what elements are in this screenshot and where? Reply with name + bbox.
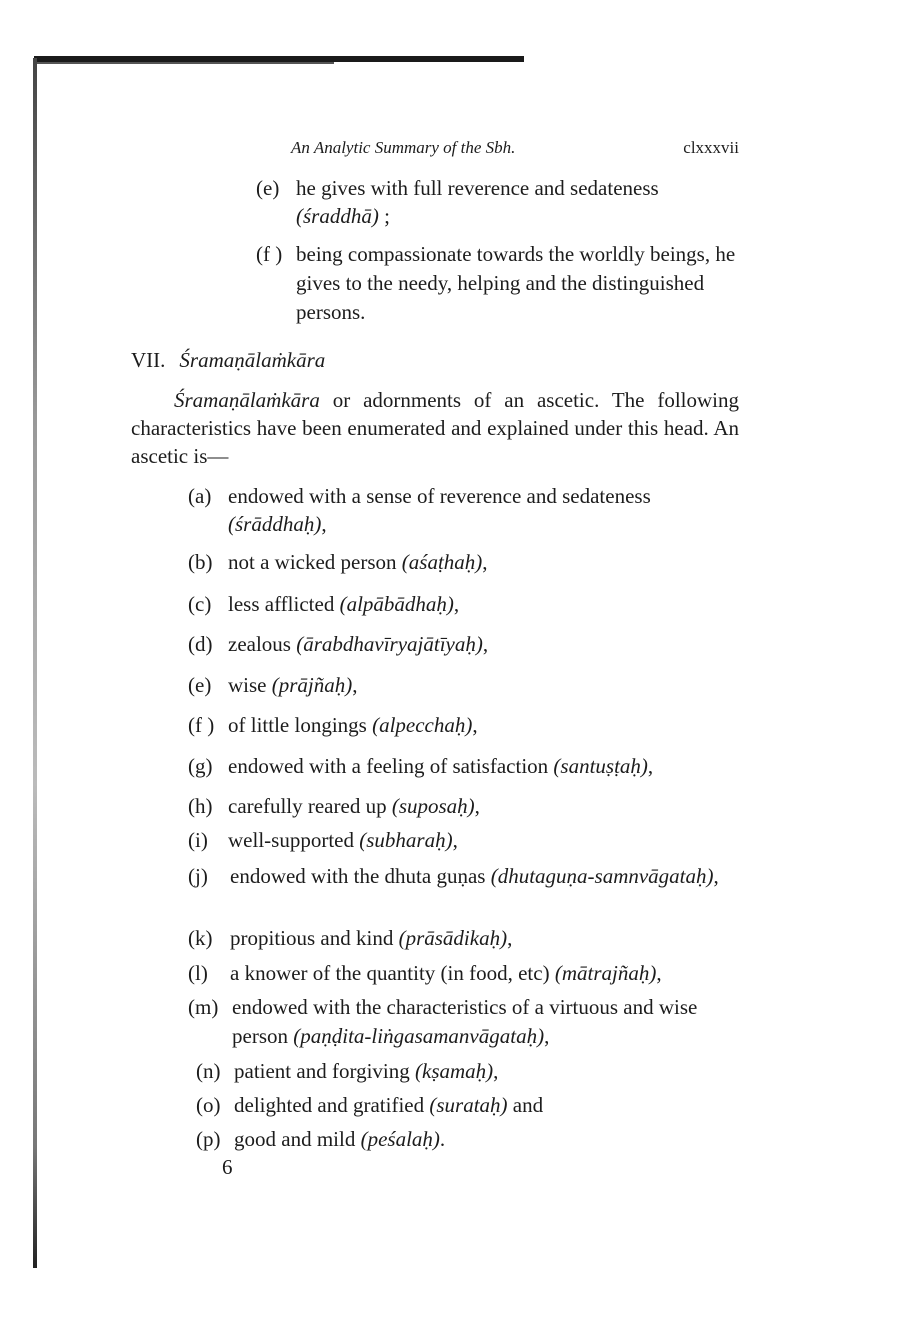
paragraph-term: Śramaṇālaṁkāra [174,388,320,412]
item-label: (l) [188,961,208,985]
item-text: being compassionate towards the worldly beings, he gives to the needy, helping and the distinguished persons. [296,242,736,324]
paragraph-text: or adornments of an ascetic. The following characteristics have been enumerated and explained under this head. An ascetic is— [131,388,739,468]
page-number: 6 [222,1155,233,1179]
list-item [188,959,753,987]
item-tail: , [472,713,478,737]
item-label: (o) [196,1093,221,1117]
list-item [188,671,740,699]
item-term: (kṣamaḥ) [415,1059,494,1083]
item-term: (suposaḥ) [391,794,475,818]
list-item [188,711,740,739]
item-term: (śraddhā) [296,204,379,228]
list-item [196,1091,748,1119]
item-label: (i) [188,828,208,852]
list-item [188,482,740,538]
item-term: (dhutaguṇa-samnvāgataḥ) [490,864,714,888]
item-label: (f ) [188,713,215,737]
item-text: zealous [228,632,297,656]
item-text: wise [228,673,272,697]
item-label: (c) [188,592,212,616]
list-item [188,862,740,891]
item-term: (santuṣṭaḥ) [553,754,648,778]
item-term: (prājñaḥ) [271,673,353,697]
item-tail: ; [378,204,390,228]
section-paragraph [131,386,739,470]
item-text: carefully reared up [228,794,392,818]
item-tail: , [482,632,489,656]
list-item [188,826,740,854]
item-tail: , [656,961,662,985]
item-term: (aśaṭhaḥ) [401,550,483,574]
item-text: propitious and kind [230,926,399,950]
item-label: (j) [188,864,208,888]
list-item [196,1057,748,1085]
top-rule-shadow [34,62,334,64]
item-text: not a wicked person [228,550,402,574]
item-term: (peśalaḥ) [360,1127,440,1151]
list-item [256,240,740,327]
item-text: less afflicted [228,592,340,616]
item-tail: and [507,1093,544,1117]
item-label: (e) [188,673,212,697]
item-label: (h) [188,794,213,818]
item-label: (m) [188,995,219,1019]
item-term: (surataḥ) [429,1093,508,1117]
item-label: (b) [188,550,213,574]
running-title: An Analytic Summary of the Sbh. [291,138,516,157]
item-term: (ārabdhavīryajātīyaḥ) [296,632,483,656]
section-heading [131,345,325,375]
item-label: (n) [196,1059,221,1083]
item-tail: , [493,1059,499,1083]
item-term: (prāsādikaḥ) [398,926,508,950]
section-number: VII. [131,348,166,372]
item-tail: , [507,926,513,950]
list-item [188,630,740,658]
item-term: (śrāddhaḥ) [228,512,322,536]
item-tail: , [452,828,458,852]
item-term: (alpābādhaḥ) [339,592,454,616]
item-tail: , [453,592,460,616]
item-term: (mātrajñaḥ) [554,961,657,985]
list-item [188,792,740,820]
item-text: he gives with full reverence and sedateness [296,176,659,200]
item-term: (paṇḍita-liṅgasamanvāgataḥ) [293,1024,545,1048]
item-term: (subharaḥ) [359,828,453,852]
item-text: a knower of the quantity (in food, etc) [230,961,555,985]
item-text: endowed with the dhuta guṇas [230,864,491,888]
item-label: (g) [188,754,213,778]
item-label: (p) [196,1127,221,1151]
item-label: (e) [256,176,280,200]
item-tail: , [647,754,654,778]
item-tail: , [482,550,488,574]
item-tail: , [321,512,327,536]
item-text: endowed with a feeling of satisfaction [228,754,554,778]
item-text: endowed with a sense of reverence and sedateness [228,484,651,508]
folio-number: clxxxvii [683,138,739,157]
list-item [188,548,740,576]
list-item [188,924,740,952]
list-item [188,993,750,1051]
page-binding-edge [33,58,37,1268]
item-text: endowed with the characteristics of a virtuous and wise person [232,995,698,1048]
item-text: of little longings [228,713,373,737]
item-text: delighted and gratified [234,1093,430,1117]
running-header [291,138,739,166]
item-tail: , [474,794,480,818]
item-text: patient and forgiving [234,1059,415,1083]
item-tail: , [713,864,719,888]
item-label: (a) [188,484,212,508]
list-item [188,752,748,780]
list-item [196,1125,748,1153]
section-title: Śramaṇālaṁkāra [179,348,326,372]
item-text: well-supported [228,828,360,852]
item-tail: , [352,673,358,697]
item-label: (d) [188,632,213,656]
item-label: (f ) [256,242,283,266]
item-tail: , [544,1024,550,1048]
item-label: (k) [188,926,213,950]
list-item [256,174,740,230]
list-item [188,590,740,618]
item-term: (alpecchaḥ) [372,713,473,737]
item-text: good and mild [234,1127,361,1151]
item-tail: . [439,1127,446,1151]
